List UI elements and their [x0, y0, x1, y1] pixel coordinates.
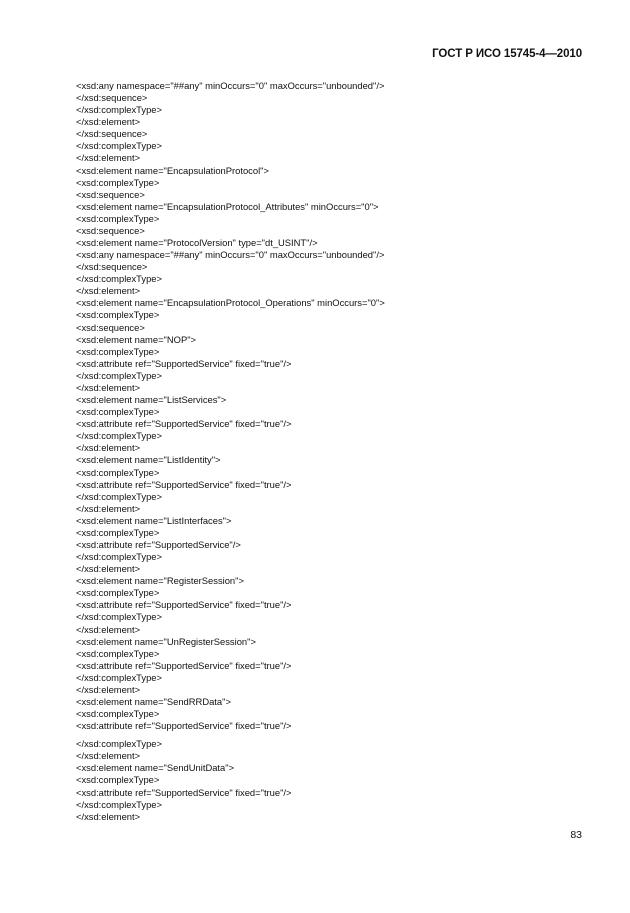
code-line: <xsd:complexType>	[76, 587, 160, 599]
code-line: <xsd:attribute ref="SupportedService" fixed="true"/>	[76, 357, 292, 369]
code-line: <xsd:complexType>	[76, 176, 160, 188]
code-line: <xsd:attribute ref="SupportedService" fixed="true"/>	[76, 478, 292, 490]
code-line: </xsd:complexType>	[76, 104, 162, 116]
code-line: </xsd:element>	[76, 285, 141, 297]
code-line: <xsd:element name="ProtocolVersion" type="dt_USINT"/>	[76, 237, 318, 249]
code-line: <xsd:element name="ListIdentity">	[76, 454, 221, 466]
xml-schema-code-block	[76, 80, 385, 823]
code-line: </xsd:element>	[76, 381, 141, 393]
code-line: <xsd:element name="NOP">	[76, 333, 196, 345]
code-line: <xsd:complexType>	[76, 708, 160, 720]
code-line: <xsd:attribute ref="SupportedService" fixed="true"/>	[76, 786, 292, 798]
code-line: <xsd:element name="ListInterfaces">	[76, 514, 232, 526]
code-line: <xsd:element name="UnRegisterSession">	[76, 635, 256, 647]
code-line: </xsd:element>	[76, 683, 141, 695]
code-line: <xsd:element name="EncapsulationProtocol_Attributes" minOccurs="0">	[76, 200, 379, 212]
code-line: <xsd:element name="EncapsulationProtocol">	[76, 164, 269, 176]
document-header: ГОСТ Р ИСО 15745-4—2010	[432, 48, 582, 60]
page-number: 83	[570, 829, 582, 841]
code-line: <xsd:complexType>	[76, 647, 160, 659]
code-line: <xsd:sequence>	[76, 188, 145, 200]
code-line: <xsd:any namespace="##any" minOccurs="0" maxOccurs="unbounded"/>	[76, 80, 385, 91]
code-line: <xsd:attribute ref="SupportedService" fixed="true"/>	[76, 659, 292, 671]
code-line: <xsd:complexType>	[76, 345, 160, 357]
code-line: </xsd:element>	[76, 116, 141, 128]
code-line: </xsd:sequence>	[76, 261, 148, 273]
code-line: <xsd:complexType>	[76, 466, 160, 478]
code-line: <xsd:element name="SendRRData">	[76, 695, 231, 707]
code-line: <xsd:element name="EncapsulationProtocol_Operations" minOccurs="0">	[76, 297, 385, 309]
code-line: </xsd:element>	[76, 623, 141, 635]
code-line: </xsd:sequence>	[76, 128, 148, 140]
code-line: </xsd:complexType>	[76, 671, 162, 683]
code-line: </xsd:complexType>	[76, 140, 162, 152]
code-line: </xsd:element>	[76, 152, 141, 164]
code-line: <xsd:attribute ref="SupportedService" fixed="true"/>	[76, 418, 292, 430]
code-line: <xsd:complexType>	[76, 774, 160, 786]
code-line: </xsd:element>	[76, 502, 141, 514]
code-line: <xsd:attribute ref="SupportedService"/>	[76, 538, 241, 550]
code-line: <xsd:complexType>	[76, 212, 160, 224]
code-line: </xsd:complexType>	[76, 273, 162, 285]
code-line: </xsd:element>	[76, 810, 141, 822]
code-line: <xsd:attribute ref="SupportedService" fixed="true"/>	[76, 720, 292, 732]
code-line: </xsd:complexType>	[76, 551, 162, 563]
code-line: </xsd:complexType>	[76, 738, 162, 750]
code-line: </xsd:element>	[76, 750, 141, 762]
code-line: <xsd:element name="RegisterSession">	[76, 575, 244, 587]
code-line: </xsd:sequence>	[76, 92, 148, 104]
code-line: <xsd:complexType>	[76, 406, 160, 418]
code-line: </xsd:complexType>	[76, 798, 162, 810]
code-line: <xsd:sequence>	[76, 224, 145, 236]
code-line: <xsd:complexType>	[76, 309, 160, 321]
code-line: <xsd:any namespace="##any" minOccurs="0" maxOccurs="unbounded"/>	[76, 249, 385, 261]
code-line: </xsd:complexType>	[76, 490, 162, 502]
code-line: <xsd:sequence>	[76, 321, 145, 333]
code-line: </xsd:complexType>	[76, 369, 162, 381]
code-line: </xsd:element>	[76, 442, 141, 454]
code-line: </xsd:complexType>	[76, 430, 162, 442]
code-line: <xsd:attribute ref="SupportedService" fixed="true"/>	[76, 599, 292, 611]
code-line: <xsd:element name="SendUnitData">	[76, 762, 235, 774]
code-line: </xsd:element>	[76, 563, 141, 575]
code-line: </xsd:complexType>	[76, 611, 162, 623]
code-line: <xsd:element name="ListServices">	[76, 394, 227, 406]
code-line: <xsd:complexType>	[76, 526, 160, 538]
